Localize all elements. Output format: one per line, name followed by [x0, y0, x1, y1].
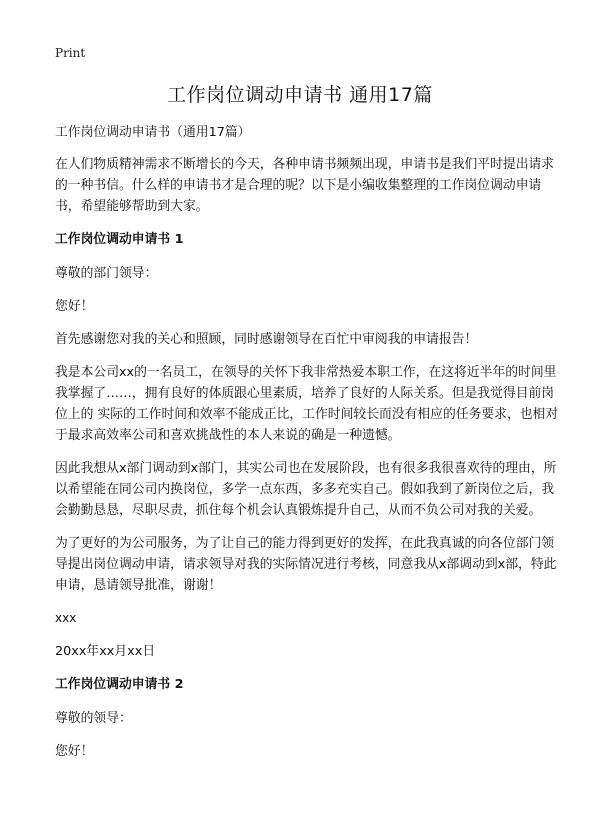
body-paragraph: 我是本公司xx的一名员工，在领导的关怀下我非常热爱本职工作，在这将近半年的时间里我掌握了……，拥有良好的体质跟心里素质，培养了良好的人际关系。但是我觉得目前岗位上的 实际的工作时间和效率不能成正比，工作时间较长而没有相应的任务要求，也相对于最求高效率公司和喜欢挑战性的本人来说的确是一种遗憾。 [55, 365, 559, 443]
signature: xxx [55, 611, 77, 625]
body-paragraph: 首先感谢您对我的关心和照顾，同时感谢领导在百忙中审阅我的申请报告！ [55, 332, 478, 347]
greeting: 您好！ [55, 299, 94, 314]
salutation: 尊敬的部门领导： [55, 266, 158, 281]
section-heading-1: 工作岗位调动申请书 1 [55, 232, 184, 247]
salutation: 尊敬的领导： [55, 711, 132, 726]
document-title: 工作岗位调动申请书 通用17篇 [167, 84, 433, 106]
letter-date: 20xx年xx月xx日 [55, 644, 156, 659]
greeting: 您好！ [55, 744, 94, 759]
body-paragraph: 因此我想从x部门调动到x部门，其实公司也在发展阶段，也有很多我很喜欢待的理由，所以希望能在同公司内换岗位，多学一点东西，多多充实自己。假如我到了新岗位之后，我会勤勤恳恳，尽职尽责，抓住每个机会认真锻炼提升自己，从而不负公司对我的关爱。 [55, 461, 557, 518]
intro-paragraph: 在人们物质精神需求不断增长的今天，各种申请书频频出现，申请书是我们平时提出请求的一种书信。什么样的申请书才是合理的呢？以下是小编收集整理的工作岗位调动申请书，希望能够帮助到大家。 [55, 157, 555, 214]
body-paragraph: 为了更好的为公司服务，为了让自己的能力得到更好的发挥，在此我真诚的向各位部门领导提出岗位调动申请，请求领导对我的实际情况进行考核，同意我从x部调动到x部，特此申请，恳请领导批准，谢谢！ [55, 536, 557, 593]
document-body [55, 122, 565, 774]
section-heading-2: 工作岗位调动申请书 2 [55, 677, 184, 692]
print-label: Print [55, 46, 86, 60]
document-subtitle: 工作岗位调动申请书（通用17篇） [55, 125, 251, 140]
